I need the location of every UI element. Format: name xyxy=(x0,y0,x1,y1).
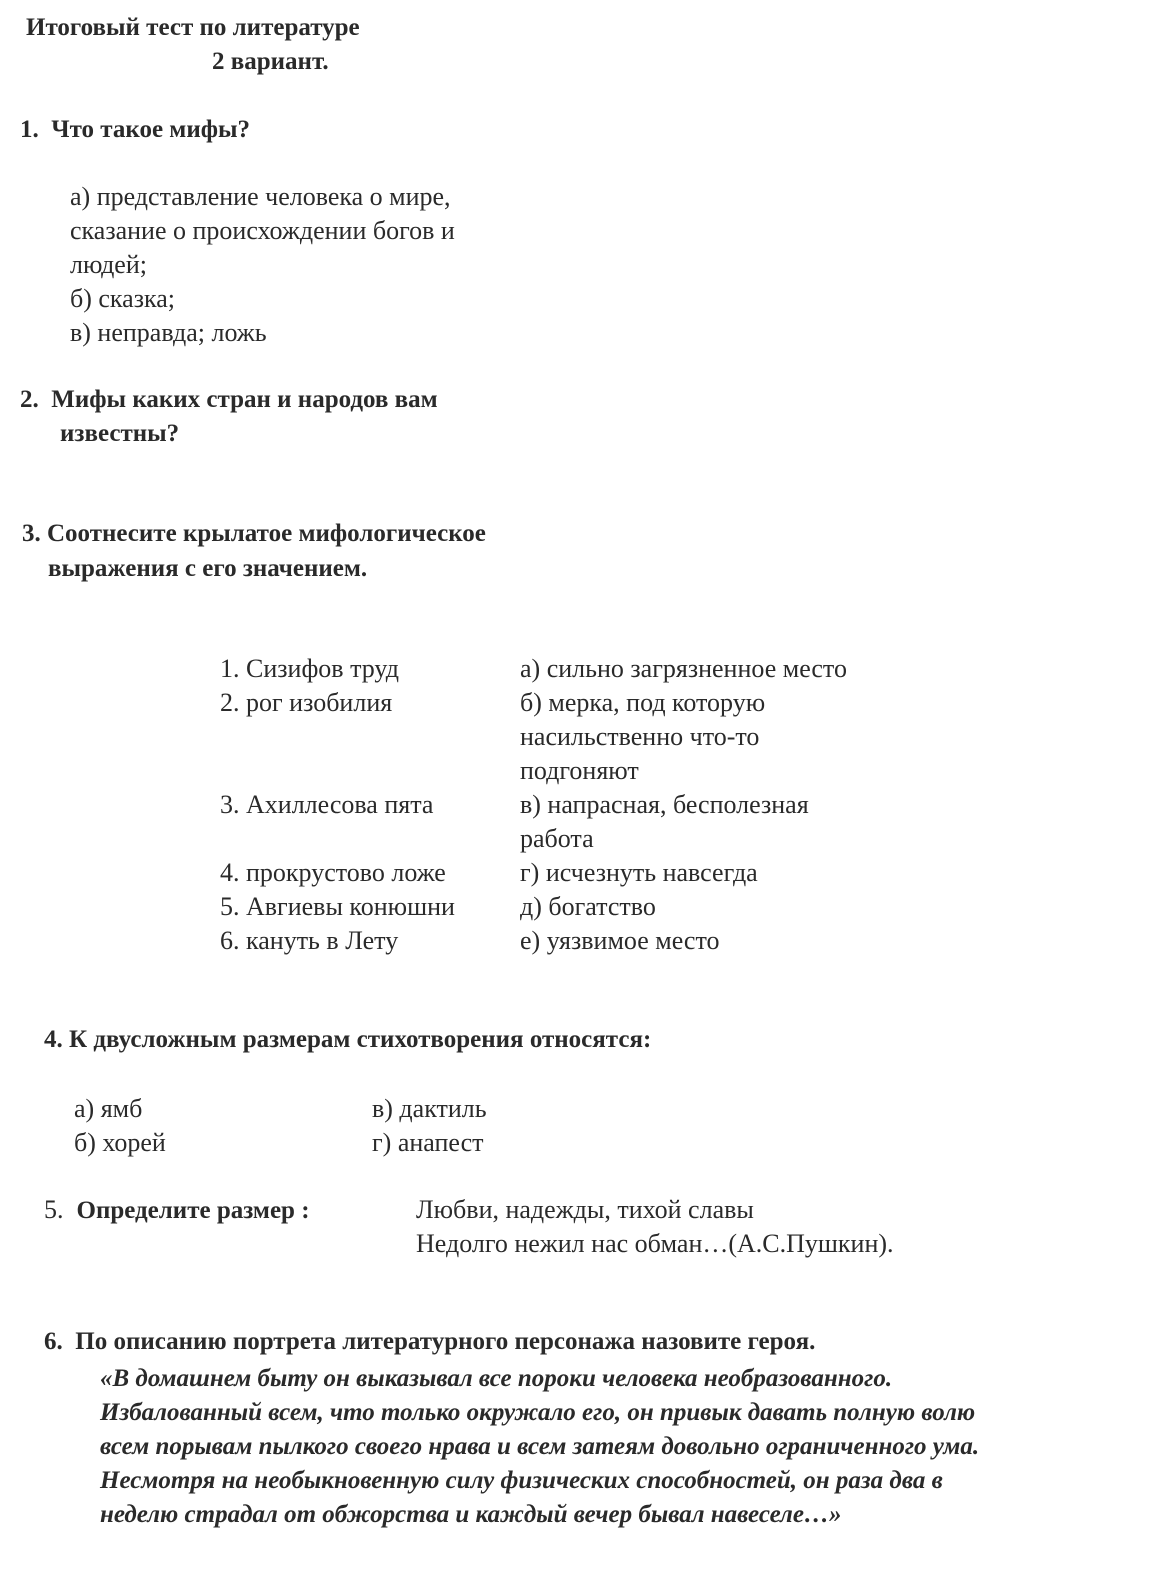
meaning-item: д) богатство xyxy=(520,892,656,921)
verse-excerpt xyxy=(416,1193,894,1261)
question-6-number: 6. xyxy=(44,1328,63,1355)
question-2 xyxy=(20,386,438,414)
expression-item: 3. Ахиллесова пята xyxy=(220,790,434,819)
expression-item: 5. Авгиевы конюшни xyxy=(220,892,455,921)
question-6-text: По описанию портрета литературного персонажа назовите героя. xyxy=(75,1328,816,1355)
meaning-item: г) исчезнуть навсегда xyxy=(520,858,758,887)
question-1-number: 1. xyxy=(20,116,39,143)
matching-left-column xyxy=(220,652,455,958)
question-6 xyxy=(44,1328,815,1356)
option-line: б) сказка; xyxy=(70,284,175,313)
meaning-item: е) уязвимое место xyxy=(520,926,720,955)
expression-item: 6. кануть в Лету xyxy=(220,926,399,955)
option-line: б) хорей xyxy=(74,1128,166,1157)
question-4-options-right xyxy=(372,1092,487,1160)
meaning-item: в) напрасная, бесполезная xyxy=(520,790,809,819)
question-2-number: 2. xyxy=(20,386,39,413)
meaning-item: б) мерка, под которую xyxy=(520,688,766,717)
question-4-text: 4. К двусложным размерам стихотворения относятся: xyxy=(44,1026,652,1053)
question-3-text-line-2: выражения с его значением. xyxy=(48,555,368,582)
question-5 xyxy=(44,1193,310,1228)
question-5-number: 5. xyxy=(44,1195,64,1224)
option-line: людей; xyxy=(70,250,147,279)
character-quote xyxy=(100,1362,979,1532)
question-1-options xyxy=(70,180,455,350)
quote-line: Несмотря на необыкновенную силу физических способностей, он раза два в xyxy=(100,1467,943,1494)
question-3-text-line-1: 3. Соотнесите крылатое мифологическое xyxy=(22,520,486,547)
option-line: г) анапест xyxy=(372,1128,484,1157)
option-line: а) ямб xyxy=(74,1094,143,1123)
option-line: в) дактиль xyxy=(372,1094,487,1123)
question-1-text: Что такое мифы? xyxy=(51,116,251,143)
expression-item: 1. Сизифов труд xyxy=(220,654,399,683)
expression-item: 2. рог изобилия xyxy=(220,688,393,717)
question-4-options-left xyxy=(74,1092,166,1160)
expression-item: 4. прокрустово ложе xyxy=(220,858,446,887)
question-1 xyxy=(20,116,250,144)
meaning-item: насильственно что-то xyxy=(520,722,760,751)
quote-line: Избалованный всем, что только окружало его, он привык давать полную волю xyxy=(100,1399,976,1426)
question-5-label: Определите размер : xyxy=(76,1197,310,1224)
question-2-text-line-1: Мифы каких стран и народов вам xyxy=(51,386,438,413)
meaning-item: работа xyxy=(520,824,594,853)
question-2-text-line-2: известны? xyxy=(60,420,180,447)
option-line: а) представление человека о мире, xyxy=(70,182,451,211)
verse-line: Любви, надежды, тихой славы xyxy=(416,1195,754,1224)
variant-label: 2 вариант. xyxy=(212,48,329,75)
option-line: сказание о происхождении богов и xyxy=(70,216,455,245)
quote-line: неделю страдал от обжорства и каждый вечер бывал навеселе…» xyxy=(100,1501,842,1528)
option-line: в) неправда; ложь xyxy=(70,318,267,347)
quote-line: всем порывам пылкого своего нрава и всем затеям довольно ограниченного ума. xyxy=(100,1433,980,1460)
meaning-item: а) сильно загрязненное место xyxy=(520,654,847,683)
quote-line: «В домашнем быту он выказывал все пороки человека необразованного. xyxy=(100,1365,893,1392)
matching-right-column xyxy=(520,652,847,958)
meaning-item: подгоняют xyxy=(520,756,639,785)
verse-line: Недолго нежил нас обман…(А.С.Пушкин). xyxy=(416,1229,894,1258)
document-title: Итоговый тест по литературе xyxy=(26,14,360,41)
